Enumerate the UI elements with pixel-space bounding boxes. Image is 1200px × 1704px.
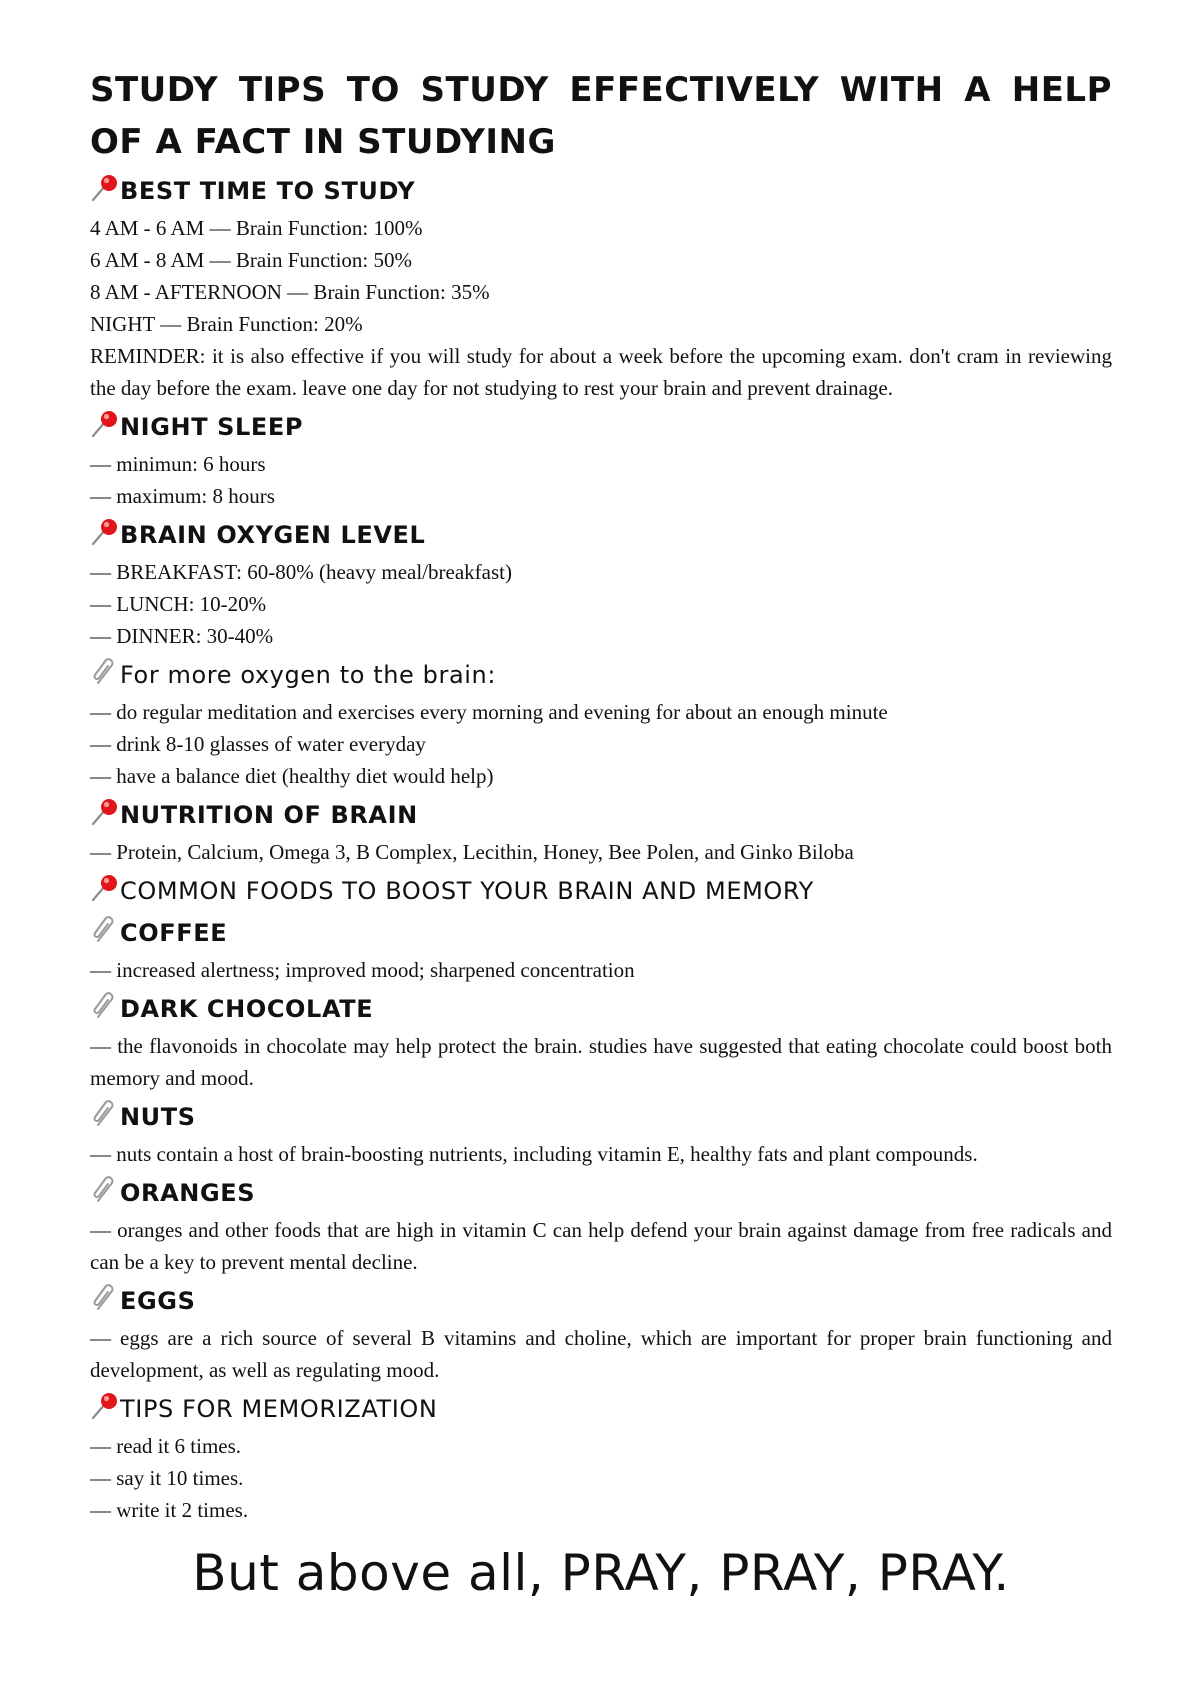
list-item: — Protein, Calcium, Omega 3, B Complex, Lecithin, Honey, Bee Polen, and Ginko Biloba bbox=[90, 840, 854, 864]
paperclip-icon bbox=[90, 657, 120, 687]
pushpin-icon bbox=[90, 873, 120, 903]
list-item: 8 AM - AFTERNOON — Brain Function: 35% bbox=[90, 280, 490, 304]
food-description: — oranges and other foods that are high in vitamin C can help defend your brain against damage from free radicals and can be a key to prevent mental decline. bbox=[90, 1218, 1112, 1274]
food-name: NUTS bbox=[120, 1103, 196, 1131]
list-item: — BREAKFAST: 60-80% (heavy meal/breakfast) bbox=[90, 560, 512, 584]
section-nutrition bbox=[90, 796, 1112, 834]
list-item: — have a balance diet (healthy diet would help) bbox=[90, 764, 494, 788]
paperclip-icon bbox=[90, 1175, 120, 1205]
pushpin-icon bbox=[90, 517, 120, 547]
food-name: DARK CHOCOLATE bbox=[120, 995, 374, 1023]
list-item: — do regular meditation and exercises every morning and evening for about an enough minute bbox=[90, 700, 888, 724]
document-title: STUDY TIPS TO STUDY EFFECTIVELY WITH A HELP OF A FACT IN STUDYING bbox=[90, 70, 1112, 162]
list-item: 4 AM - 6 AM — Brain Function: 100% bbox=[90, 216, 423, 240]
food-heading-nuts bbox=[90, 1098, 1112, 1136]
food-description: — the flavonoids in chocolate may help protect the brain. studies have suggested that eating chocolate could boost both memory and mood. bbox=[90, 1034, 1112, 1090]
food-heading-coffee bbox=[90, 914, 1112, 952]
section-heading: NUTRITION OF BRAIN bbox=[120, 801, 418, 829]
list-item: — DINNER: 30-40% bbox=[90, 624, 274, 648]
list-item: — minimun: 6 hours bbox=[90, 452, 266, 476]
list-item: — drink 8-10 glasses of water everyday bbox=[90, 732, 426, 756]
food-description: — nuts contain a host of brain-boosting nutrients, including vitamin E, healthy fats and plant compounds. bbox=[90, 1142, 978, 1166]
food-description: — eggs are a rich source of several B vitamins and choline, which are important for proper brain functioning and development, as well as regulating mood. bbox=[90, 1326, 1112, 1382]
section-memorization bbox=[90, 1390, 1112, 1428]
food-name: COFFEE bbox=[120, 919, 228, 947]
food-heading-oranges bbox=[90, 1174, 1112, 1212]
list-item: 6 AM - 8 AM — Brain Function: 50% bbox=[90, 248, 413, 272]
pushpin-icon bbox=[90, 1391, 120, 1421]
list-item: — maximum: 8 hours bbox=[90, 484, 275, 508]
section-oxygen bbox=[90, 516, 1112, 554]
closing-statement: But above all, PRAY, PRAY, PRAY. bbox=[192, 1544, 1010, 1602]
pushpin-icon bbox=[90, 173, 120, 203]
list-item: — say it 10 times. bbox=[90, 1466, 244, 1490]
list-item: — LUNCH: 10-20% bbox=[90, 592, 267, 616]
section-night-sleep bbox=[90, 408, 1112, 446]
list-item: — write it 2 times. bbox=[90, 1498, 249, 1522]
list-item: NIGHT — Brain Function: 20% bbox=[90, 312, 363, 336]
section-heading: TIPS FOR MEMORIZATION bbox=[120, 1395, 438, 1423]
paperclip-icon bbox=[90, 915, 120, 945]
food-heading-eggs bbox=[90, 1282, 1112, 1320]
section-heading: COMMON FOODS TO BOOST YOUR BRAIN AND MEMORY bbox=[120, 877, 814, 905]
list-item: — read it 6 times. bbox=[90, 1434, 242, 1458]
document-page bbox=[90, 64, 1112, 1602]
food-description: — increased alertness; improved mood; sharpened concentration bbox=[90, 958, 635, 982]
section-more-oxygen bbox=[90, 656, 1112, 694]
food-name: ORANGES bbox=[120, 1179, 256, 1207]
section-best-time bbox=[90, 172, 1112, 210]
paperclip-icon bbox=[90, 991, 120, 1021]
section-heading: For more oxygen to the brain: bbox=[120, 661, 497, 689]
paperclip-icon bbox=[90, 1283, 120, 1313]
food-heading-dark-chocolate bbox=[90, 990, 1112, 1028]
section-heading: BEST TIME TO STUDY bbox=[120, 177, 416, 205]
section-heading: BRAIN OXYGEN LEVEL bbox=[120, 521, 426, 549]
section-heading: NIGHT SLEEP bbox=[120, 413, 304, 441]
food-name: EGGS bbox=[120, 1287, 196, 1315]
paperclip-icon bbox=[90, 1099, 120, 1129]
pushpin-icon bbox=[90, 409, 120, 439]
reminder-text: REMINDER: it is also effective if you will study for about a week before the upcoming exam. don't cram in reviewing the day before the exam. leave one day for not studying to rest your brain and prevent drainage. bbox=[90, 344, 1112, 400]
pushpin-icon bbox=[90, 797, 120, 827]
section-foods bbox=[90, 872, 1112, 910]
